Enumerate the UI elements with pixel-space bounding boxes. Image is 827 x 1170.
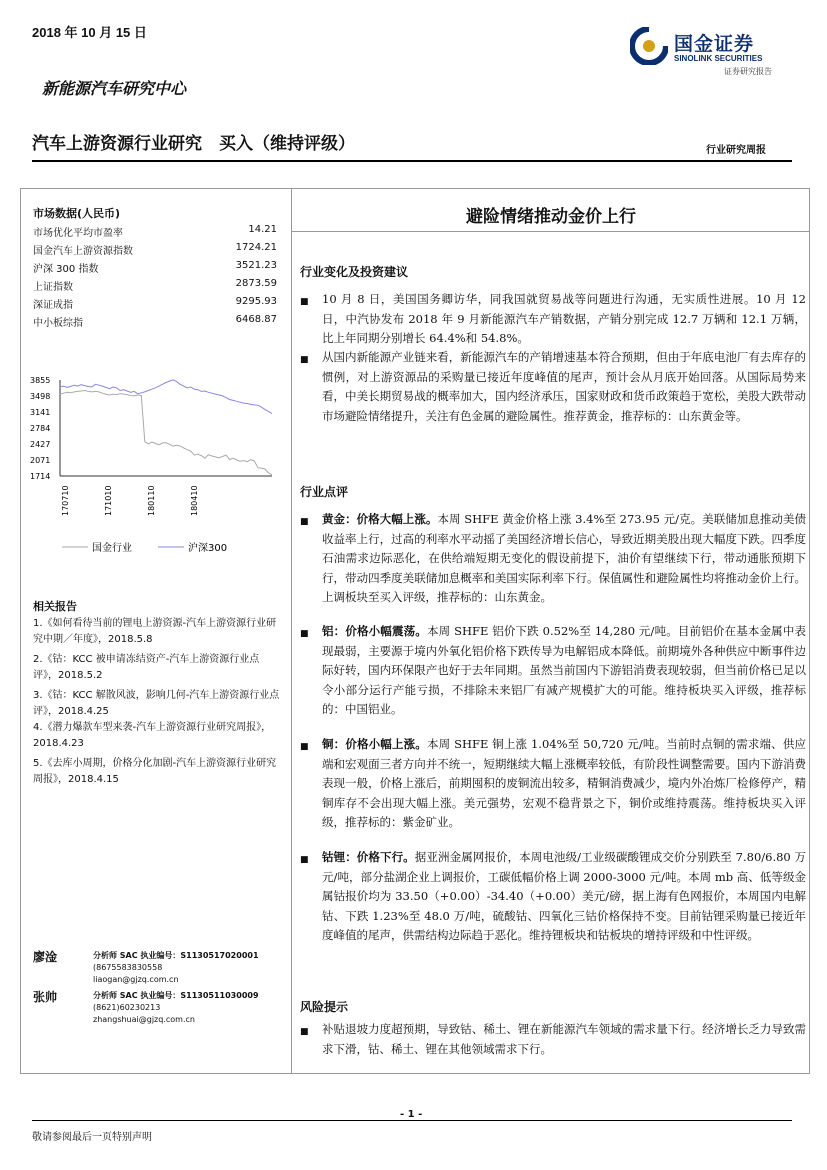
chart-legend xyxy=(62,540,262,554)
market-row xyxy=(33,224,277,239)
paragraph-2: ■ 从国内新能源产业链来看，新能源汽车的产销增速基本符合预期，但由于年底电池厂有去库存的惯例，对上游资源品的采购量已接近年度峰值的尾声，预计会从月底开始回落。从国际局势来看，中美长期贸易战的概率加大，国内经济承压，国家财政和货币政策趋于宽松，美股大跌带动市场避险情绪提升，关注有色金属的避险属性。推荐黄金，推荐标的：山东黄金等。 xyxy=(300,348,806,426)
related-reports-title: 相关报告 xyxy=(33,600,77,613)
paragraph-cobalt-lithium: ■ 钴锂：价格下行。据亚洲金属网报价，本周电池级/工业级碳酸锂成交价分别跌至 7.80/6.80 万元/吨，部分盐湖企业上调报价，工碳低幅价格上调 2000-3000 元/吨。本周 mb 高、低等级金属钴报价均为 33.50（+0.00）-34.40（+0.00）美元/磅，据上海有色网报价，本周国内电解钴、下跌 1.23%至 48.0 万/吨，硫酸钴、四氧化三钴价格保持不变。目前钴锂采购量已接近年度峰值的尾声，供需结构边际趋于恶化。维持锂板块和钴板块的增持评级和中性评级。 xyxy=(300,848,806,946)
market-label: 国金汽车上游资源指数 xyxy=(33,246,133,257)
page-number: - 1 - xyxy=(400,1109,423,1120)
header-divider xyxy=(32,160,792,162)
research-center: 新能源汽车研究中心 xyxy=(42,79,187,98)
related-report-5[interactable]: 5.《去库小周期，价格分化加剧-汽车上游资源行业研究周报》，2018.4.15 xyxy=(33,758,277,785)
market-value: 2873.59 xyxy=(235,278,277,289)
series-line-1 xyxy=(60,380,272,414)
market-value: 9295.93 xyxy=(235,296,277,307)
market-row xyxy=(33,260,277,275)
report-title: 避险情绪推动金价上行 xyxy=(466,207,636,227)
company-logo xyxy=(630,27,790,69)
market-label: 市场优化平均市盈率 xyxy=(33,228,123,239)
x-tick-label: 180410 xyxy=(190,485,199,516)
x-tick-label: 180110 xyxy=(147,485,156,516)
y-tick-label: 2071 xyxy=(30,455,51,465)
legend-industry: 国金行业 xyxy=(92,543,132,554)
market-value: 3521.23 xyxy=(235,260,277,271)
market-row xyxy=(33,314,277,329)
paragraph-risk: ■ 补贴退坡力度超预期，导致钴、稀土、锂在新能源汽车领域的需求量下行。经济增长乏力导致需求下滑，钴、稀土、锂在其他领域需求下行。 xyxy=(300,1020,806,1059)
analyst-cert-1: 分析师 SAC 执业编号：S1130517020001 xyxy=(93,951,259,960)
y-tick-label: 2784 xyxy=(30,424,51,434)
paragraph-gold: ■ 黄金：价格大幅上涨。本周 SHFE 黄金价格上涨 3.4%至 273.95 元/克。美联储加息推动美债收益率上行，过高的利率水平动摇了美国经济增长信心，导致近期美股出现大幅度下跌。四季度石油需求边际恶化，在供给端短期无变化的假设前提下，油价有望继续下行，带动通胀预期下行，带动四季度美联储加息概率和美国实际利率下行。保值属性和避险属性均将推动金价上行。上调板块至买入评级，推荐标的：山东黄金。 xyxy=(300,510,806,608)
logo-en: SINOLINK SECURITIES xyxy=(674,54,763,63)
section-industry-changes: 行业变化及投资建议 xyxy=(300,265,409,279)
market-value: 6468.87 xyxy=(235,314,277,325)
market-row xyxy=(33,296,277,311)
analyst-name-2: 张帅 xyxy=(33,990,58,1004)
paragraph-1: ■ 10 月 8 日，美国国务卿访华，同我国就贸易战等问题进行沟通，无实质性进展。10 月 12 日，中汽协发布 2018 年 9 月新能源汽车产销数据，产销分别完成 12.7 万辆和 12.1 万辆，比上年同期分别增长 64.4%和 54.8%。 xyxy=(300,290,806,349)
paragraph-aluminum: ■ 铝：价格小幅震荡。本周 SHFE 铝价下跌 0.52%至 14,280 元/吨。目前铝价在基本金属中表现最弱，主要源于境内外氧化铝价格下跌传导为电解铝成本降低。前期境外各种供应中断事件边际好转，国内环保限产也好于去年同期。虽然当前国内下游铝消费表现较弱，但当前价格已足以令小部分运行产能亏损，不排除未来铝厂有减产规模扩大的可能。维持板块买入评级，推荐标的：中国铝业。 xyxy=(300,622,806,720)
bullet-icon: ■ xyxy=(300,355,309,365)
analyst-phone-1: (8675583830558 xyxy=(93,963,163,972)
logo-subtitle: 证券研究报告 xyxy=(724,67,772,76)
analyst-email-2[interactable]: zhangshuai@gjzq.com.cn xyxy=(93,1015,195,1024)
x-tick-label: 171010 xyxy=(104,485,113,516)
market-value: 1724.21 xyxy=(235,242,277,253)
analyst-name-1: 廖淦 xyxy=(33,950,58,964)
market-label: 中小板综指 xyxy=(33,318,83,329)
market-row xyxy=(33,278,277,293)
disclaimer: 敬请参阅最后一页特别声明 xyxy=(32,1132,152,1143)
related-report-4[interactable]: 4.《潜力爆款车型来袭-汽车上游资源行业研究周报》，2018.4.23 xyxy=(33,722,272,749)
y-tick-label: 3855 xyxy=(30,376,51,385)
y-tick-label: 2427 xyxy=(30,440,51,450)
x-tick-label: 170710 xyxy=(61,485,70,516)
series-line-0 xyxy=(60,391,272,475)
analyst-phone-2: (8621)60230213 xyxy=(93,1003,161,1012)
section-industry-review: 行业点评 xyxy=(300,485,349,499)
analyst-info-2 xyxy=(93,990,259,1026)
market-value: 14.21 xyxy=(248,224,277,235)
section-risk: 风险提示 xyxy=(300,1000,349,1014)
market-label: 深证成指 xyxy=(33,300,73,311)
analyst-cert-2: 分析师 SAC 执业编号：S1130511030009 xyxy=(93,991,259,1000)
report-date: 2018 年 10 月 15 日 xyxy=(32,25,147,40)
analyst-info-1 xyxy=(93,950,259,986)
report-type: 行业研究周报 xyxy=(706,145,766,156)
bullet-icon: ■ xyxy=(300,1027,309,1037)
footer-divider xyxy=(32,1120,792,1121)
analyst-email-1[interactable]: liaogan@gjzq.com.cn xyxy=(93,975,179,984)
y-tick-label: 3498 xyxy=(30,392,51,402)
logo-mark-icon xyxy=(630,27,668,65)
y-tick-label: 1714 xyxy=(30,472,51,481)
bullet-icon: ■ xyxy=(300,629,309,639)
bullet-icon: ■ xyxy=(300,855,309,865)
index-chart xyxy=(30,372,285,522)
bullet-icon: ■ xyxy=(300,742,309,752)
title-underline xyxy=(292,231,810,232)
report-heading: 汽车上游资源行业研究 买入（维持评级） xyxy=(32,134,355,154)
column-divider xyxy=(291,188,292,1074)
y-tick-label: 3141 xyxy=(30,408,51,418)
market-row xyxy=(33,242,277,257)
market-data-title: 市场数据(人民币) xyxy=(33,207,121,220)
market-label: 上证指数 xyxy=(33,282,73,293)
bullet-icon: ■ xyxy=(300,517,309,527)
related-report-1[interactable]: 1.《如何看待当前的锂电上游资源-汽车上游资源行业研究中期／年度》，2018.5.8 xyxy=(33,618,277,645)
bullet-icon: ■ xyxy=(300,297,309,307)
related-report-2[interactable]: 2.《钴：KCC 被申请冻结资产-汽车上游资源行业点评》，2018.5.2 xyxy=(33,654,260,681)
market-label: 沪深 300 指数 xyxy=(33,264,99,275)
paragraph-copper: ■ 铜：价格小幅上涨。本周 SHFE 铜上涨 1.04%至 50,720 元/吨。当前时点铜的需求端、供应端和宏观面三者方向并不统一，短期继续大幅上涨概率较低，有阶段性调整需要。国内下游消费表现一般，价格上涨后，前期囤积的废铜流出较多，精铜消费减少，境内外冶炼厂检修停产，精铜库存不会出现大幅上涨。美元强势，宏观不稳背景之下，铜价或维持震荡。维持板块买入评级，推荐标的：紫金矿业。 xyxy=(300,735,806,833)
legend-hs300: 沪深300 xyxy=(188,543,228,554)
logo-cn: 国金证券 xyxy=(674,33,755,55)
related-report-3[interactable]: 3.《钴：KCC 解散风波，影响几何-汽车上游资源行业点评》，2018.4.25 xyxy=(33,690,280,717)
